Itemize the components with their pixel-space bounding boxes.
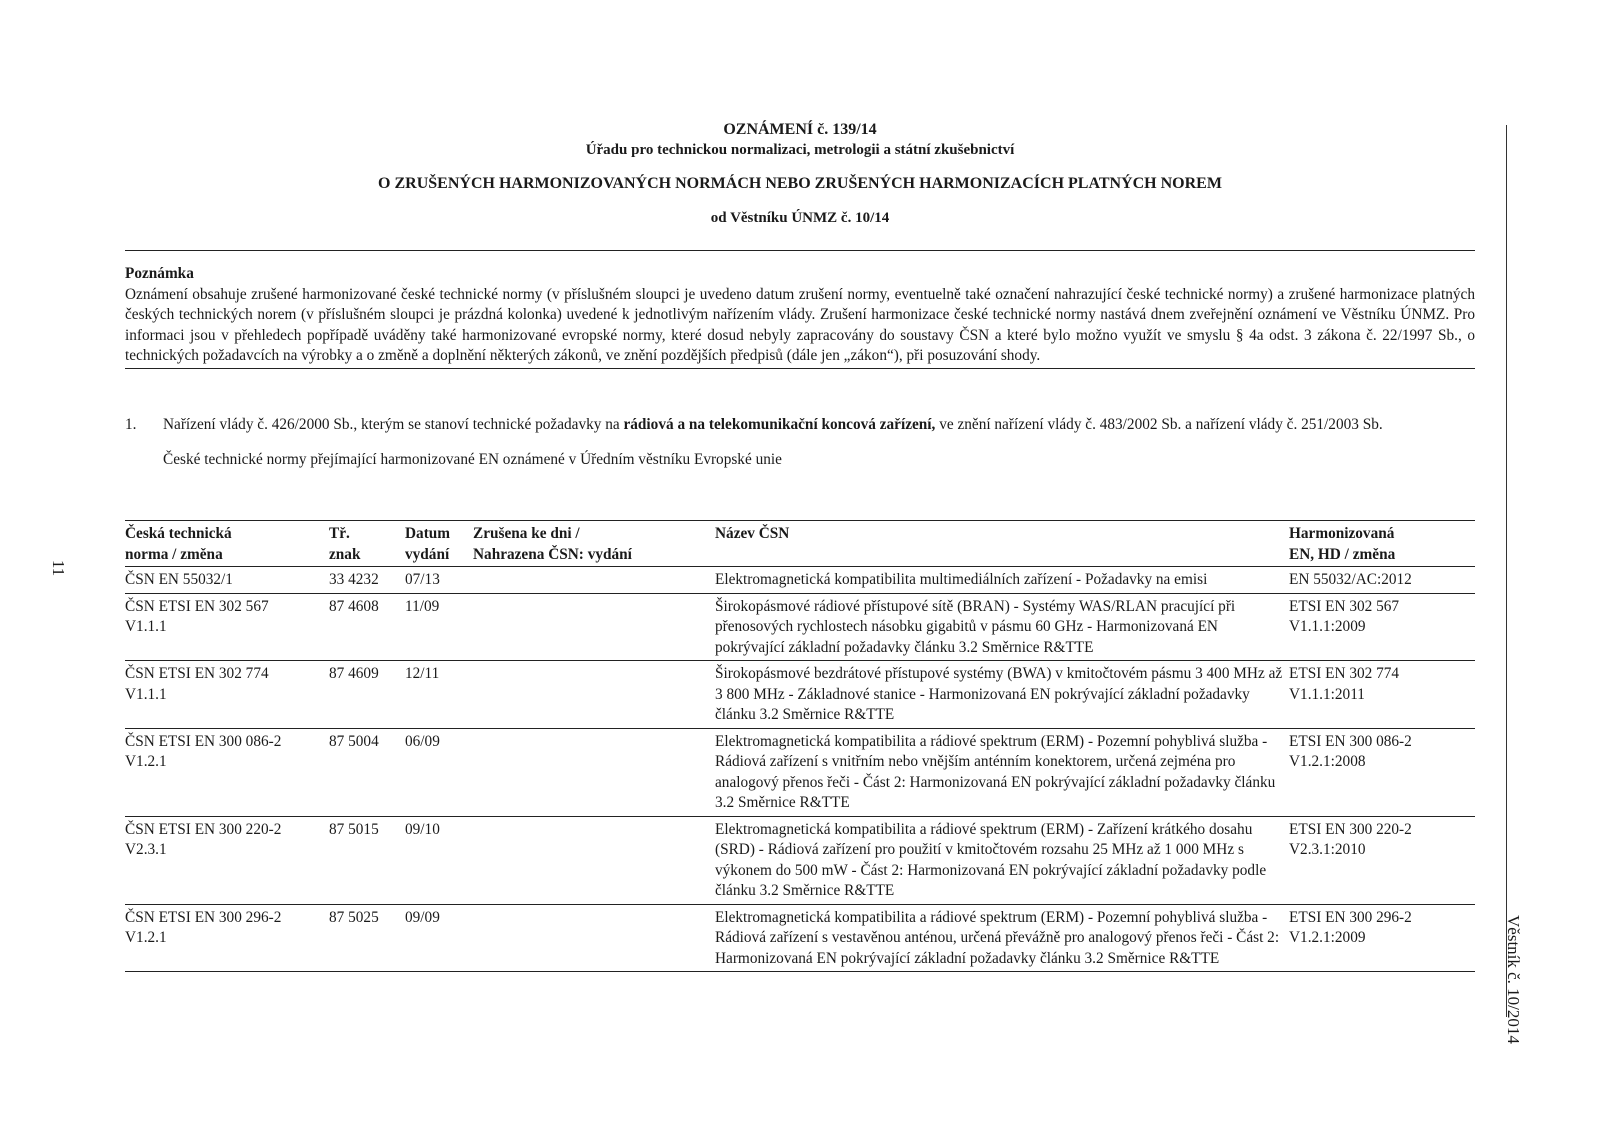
header-norm: Česká technická norma / změna [125,521,329,567]
cell-name: Elektromagnetická kompatibilita multimediálních zařízení - Požadavky na emisi [715,567,1289,594]
table-row [125,593,1475,661]
note-text: Oznámení obsahuje zrušené harmonizované české technické normy (v příslušném sloupci je uvedeno datum zrušení normy, eventuelně také označení nahrazující české technické normy) a zrušené harmonizace platných českých technických norem (v příslušném sloupci je prázdná kolonka) uvedené k jednotlivým nařízením vlády. Zrušení harmonizace české technické normy nastává dnem zveřejnění oznámení ve Věstníku ÚNMZ. Pro informaci jsou v přehledech popřípadě uváděny také harmonizované evropské normy, které dosud nebyly zapracovány do soustavy ČSN a které bylo možno využít ve smyslu § 4a odst. 3 zákona č. 22/1997 Sb., o technických požadavcích na výrobky a o změně a doplnění některých zákonů, ve znění pozdějších předpisů (dále jen „zákon“), při posuzování shody. [125,285,1475,364]
header-rule [125,250,1475,251]
table-subtitle: České technické normy přejímající harmonizované EN oznámené v Úředním věstníku Evropské unie [163,450,782,468]
cell-harmonized: EN 55032/AC:2012 [1289,567,1475,594]
header-date: Datum vydání [405,521,473,567]
table-header-row [125,521,1475,567]
announcement-source: od Věstníku ÚNMZ č. 10/14 [710,210,890,226]
cell-norm: ČSN ETSI EN 302 567 V1.1.1 [125,593,329,661]
page-number: 11 [49,559,69,577]
cell-name: Širokopásmové bezdrátové přístupové systémy (BWA) v kmitočtovém pásmu 3 400 MHz až 3 800 MHz - Základnové stanice - Harmonizovaná EN pokrývající základní požadavky článku 3.2 Směrnice R&TTE [715,661,1289,729]
announcement-number: OZNÁMENÍ č. 139/14 [723,121,877,138]
cell-name: Elektromagnetická kompatibilita a rádiové spektrum (ERM) - Pozemní pohyblivá služba - Rádiová zařízení s vestavěnou anténou, určená převážně pro analogový přenos řeči - Část 2: Harmonizovaná EN pokrývající základní požadavky článku 3.2 Směrnice R&TTE [715,904,1289,972]
header-harmonized: Harmonizovaná EN, HD / změna [1289,521,1475,567]
section-text [163,415,1475,436]
cell-date: 12/11 [405,661,473,729]
document-header [125,120,1475,228]
note-block [125,264,1475,367]
cell-norm: ČSN EN 55032/1 [125,567,329,594]
announcement-subject: O ZRUŠENÝCH HARMONIZOVANÝCH NORMÁCH NEBO ZRUŠENÝCH HARMONIZACÍCH PLATNÝCH NOREM [378,175,1222,192]
cell-name: Elektromagnetická kompatibilita a rádiové spektrum (ERM) - Zařízení krátkého dosahu (SRD) - Rádiová zařízení pro použití v kmitočtovém rozsahu 25 MHz až 1 000 MHz s výkonem do 500 mW - Část 2: Harmonizovaná EN pokrývající základní požadavky podle článku 3.2 Směrnice R&TTE [715,816,1289,904]
cell-harmonized: ETSI EN 300 220-2 V2.3.1:2010 [1289,816,1475,904]
cell-date: 07/13 [405,567,473,594]
table-row [125,728,1475,816]
cell-norm: ČSN ETSI EN 300 296-2 V1.2.1 [125,904,329,972]
cell-cancelled [473,567,715,594]
header-name: Název ČSN [715,521,1289,567]
cell-date: 09/10 [405,816,473,904]
cell-class: 33 4232 [329,567,405,594]
issuing-office: Úřadu pro technickou normalizaci, metrologii a státní zkušebnictví [585,142,1015,158]
cell-norm: ČSN ETSI EN 300 086-2 V1.2.1 [125,728,329,816]
norms-table [125,520,1475,972]
cell-harmonized: ETSI EN 302 567 V1.1.1:2009 [1289,593,1475,661]
section-1 [125,415,1475,470]
header-cancelled: Zrušena ke dni / Nahrazena ČSN: vydání [473,521,715,567]
section-text-before: Nařízení vlády č. 426/2000 Sb., kterým se stanoví technické požadavky na [163,416,624,433]
cell-cancelled [473,593,715,661]
cell-class: 87 5004 [329,728,405,816]
cell-norm: ČSN ETSI EN 300 220-2 V2.3.1 [125,816,329,904]
cell-cancelled [473,816,715,904]
table-row [125,816,1475,904]
journal-side-label: Věstník č. 10/2014 [1504,915,1523,1044]
cell-class: 87 5025 [329,904,405,972]
section-text-bold: rádiová a na telekomunikační koncová zařízení, [623,416,936,433]
header-class: Tř. znak [329,521,405,567]
cell-class: 87 4608 [329,593,405,661]
cell-name: Širokopásmové rádiové přístupové sítě (BRAN) - Systémy WAS/RLAN pracující při přenosových rychlostech násobku gigabitů v pásmu 60 GHz - Harmonizovaná EN pokrývající základní požadavky článku 3.2 Směrnice R&TTE [715,593,1289,661]
cell-name: Elektromagnetická kompatibilita a rádiové spektrum (ERM) - Pozemní pohyblivá služba - Rádiová zařízení s vnitřním nebo vnějším anténním konektorem, určená zejména pro analogový přenos řeči - Část 2: Harmonizovaná EN pokrývající základní požadavky článku 3.2 Směrnice R&TTE [715,728,1289,816]
section-item [125,415,1475,436]
table-row [125,904,1475,972]
cell-harmonized: ETSI EN 300 296-2 V1.2.1:2009 [1289,904,1475,972]
cell-date: 09/09 [405,904,473,972]
cell-norm: ČSN ETSI EN 302 774 V1.1.1 [125,661,329,729]
cell-class: 87 5015 [329,816,405,904]
cell-cancelled [473,728,715,816]
cell-date: 11/09 [405,593,473,661]
table-row [125,567,1475,594]
note-title: Poznámka [125,265,194,282]
section-text-after: ve znění nařízení vlády č. 483/2002 Sb. a nařízení vlády č. 251/2003 Sb. [935,416,1383,433]
cell-harmonized: ETSI EN 302 774 V1.1.1:2011 [1289,661,1475,729]
note-rule [125,368,1475,369]
cell-date: 06/09 [405,728,473,816]
cell-harmonized: ETSI EN 300 086-2 V1.2.1:2008 [1289,728,1475,816]
right-margin-rule [1506,125,1507,1017]
section-number: 1. [125,416,137,433]
cell-class: 87 4609 [329,661,405,729]
table-row [125,661,1475,729]
cell-cancelled [473,904,715,972]
cell-cancelled [473,661,715,729]
